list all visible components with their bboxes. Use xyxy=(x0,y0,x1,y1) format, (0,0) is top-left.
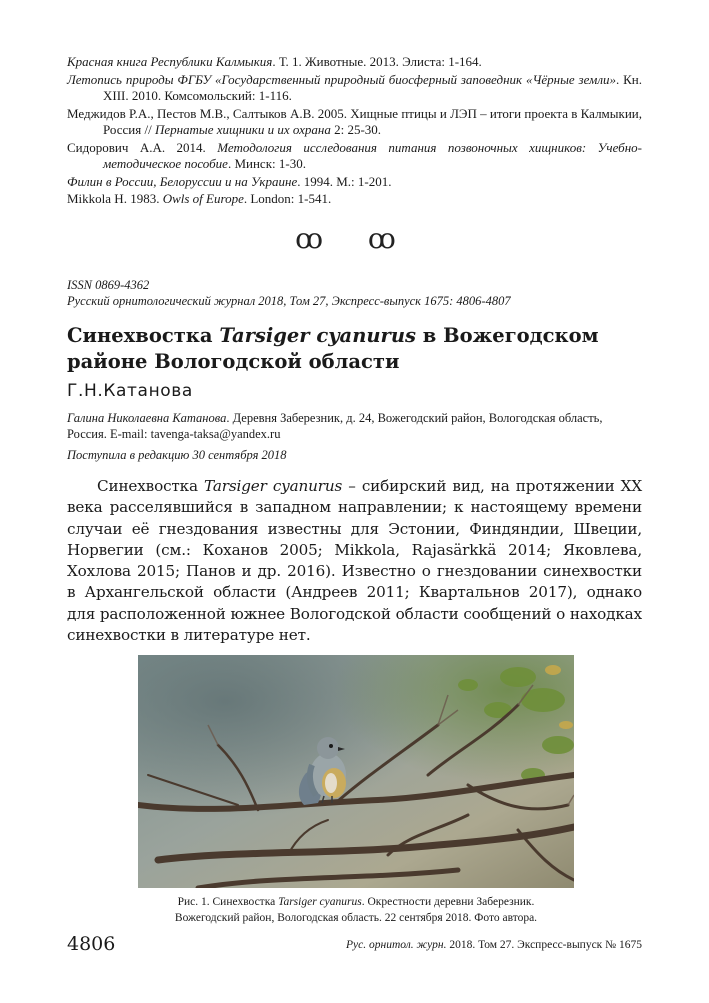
journal-citation: Русский орнитологический журнал 2018, Том 27, Экспресс-выпуск 1675: 4806-4807 xyxy=(67,294,511,308)
running-footer: Рус. орнитол. журн. 2018. Том 27. Экспресс-выпуск № 1675 xyxy=(346,939,642,951)
bird-photo xyxy=(138,655,574,888)
reference-item: Летопись природы ФГБУ «Государственный природный биосферный заповедник «Чёрные земли». Кн. XIII. 2010. Комсомольский: 1-116. xyxy=(67,71,642,103)
issn: ISSN 0869-4362 xyxy=(67,278,150,292)
bird-photo-illustration xyxy=(138,655,574,888)
reference-list xyxy=(67,54,642,209)
author-name: Г.Н.Катанова xyxy=(67,381,193,401)
caption-line-1: Рис. 1. Синехвостка Tarsiger cyanurus. Окрестности деревни Заберезник. xyxy=(177,896,535,908)
article-title: Синехвостка Tarsiger cyanurus в Вожегодском районе Вологодской области xyxy=(67,324,599,373)
reference-item: Сидорович А.А. 2014. Методология исследования питания позвоночных хищников: Учебно-методическое пособие. Минск: 1-30. xyxy=(67,139,642,171)
received-date: Поступила в редакцию 30 сентября 2018 xyxy=(67,448,287,462)
issn-block xyxy=(67,277,511,309)
caption-line-2: Вожегодский район, Вологодская область. 22 сентября 2018. Фото автора. xyxy=(174,912,538,924)
section-ornament: ꝏ ꝏ xyxy=(295,222,414,255)
page-number: 4806 xyxy=(67,933,116,955)
reference-item: Mikkola H. 1983. Owls of Europe. London: 1-541. xyxy=(67,191,332,206)
reference-item: Красная книга Республики Калмыкия. Т. 1. Животные. 2013. Элиста: 1-164. xyxy=(67,54,482,69)
figure-caption xyxy=(100,894,612,926)
body-paragraph: Синехвостка Tarsiger cyanurus – сибирский вид, на протяжении XX века расселявшийся в западном направлении; к настоящему времени случаи её гнездования известны для Эстонии, Финдяндии, Швеции, Норвегии (см.: Коханов 2005; Mikkola, Rajasärkkä 2014; Яковлева, Хохлова 2015; Панов и др. 2016). Известно о гнездовании синехвостки в Архангельской области (Андреев 2011; Квартальнов 2017), однако для расположенной южнее Вологодской области сообщений о находках синехвостки в литературе нет. xyxy=(67,477,642,645)
author-affiliation: Галина Николаевна Катанова. Деревня Заберезник, д. 24, Вожегодский район, Вологодская область, Россия. E-mail: tavenga-taksa@yandex.ru xyxy=(67,411,603,441)
reference-item: Меджидов Р.А., Пестов М.В., Салтыков А.В. 2005. Хищные птицы и ЛЭП – итоги проекта в Калмыкии, Россия // Пернатые хищники и их охрана 2: 25-30. xyxy=(67,105,642,137)
reference-item: Филин в России, Белоруссии и на Украине. 1994. М.: 1-201. xyxy=(67,173,392,189)
